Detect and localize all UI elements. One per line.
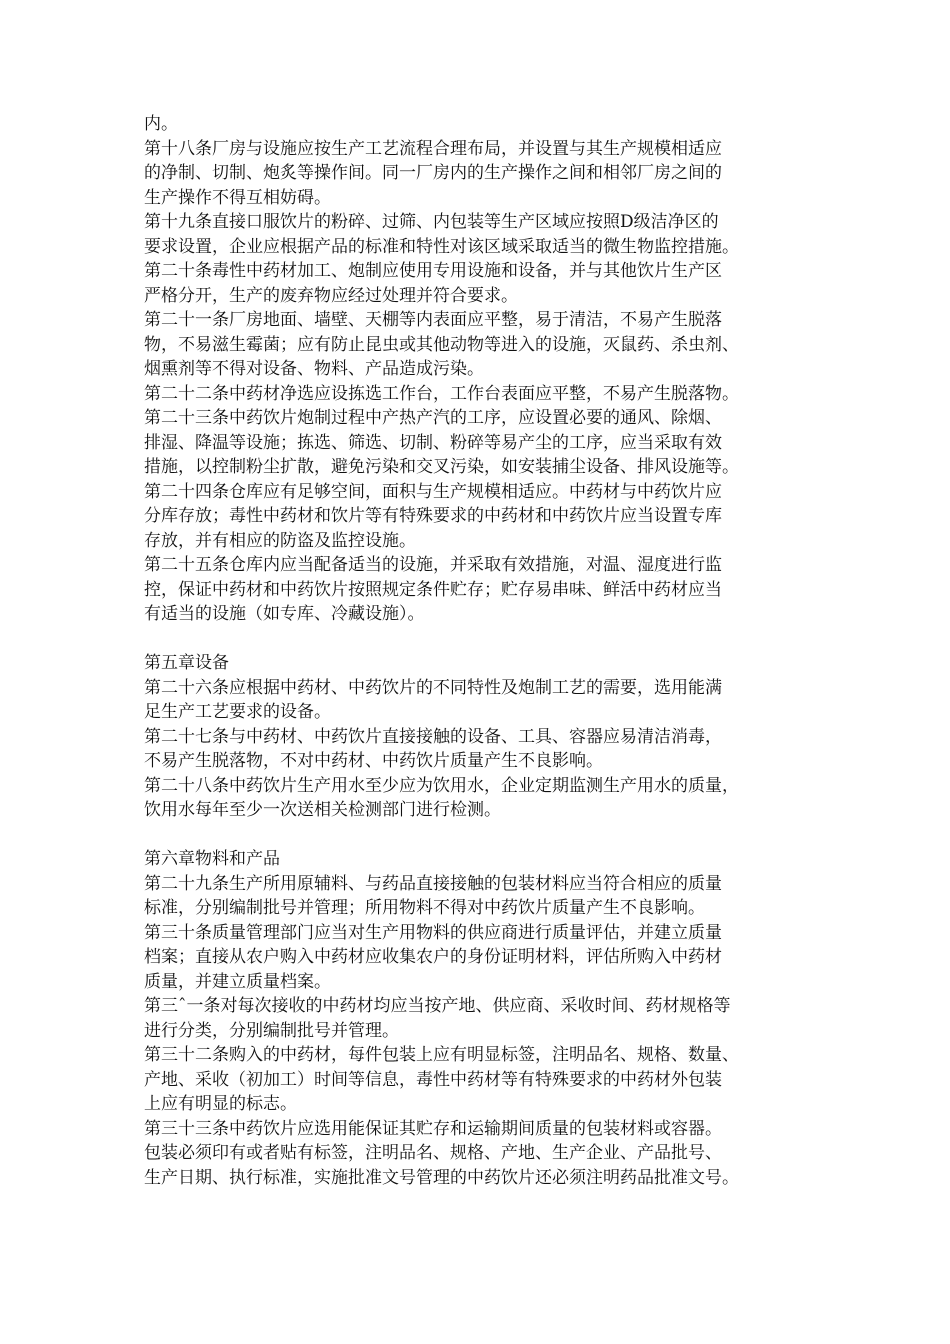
text-line: 进行分类，分别编制批号并管理。 (144, 1020, 399, 1041)
text-line: 第二十四条仓库应有足够空间，面积与生产规模相适应。中药材与中药饮片应 (144, 481, 722, 502)
text-line: 饮用水每年至少一次送相关检测部门进行检测。 (144, 800, 501, 820)
text-line: 产地、采收（初加工）时间等信息，毒性中药材等有特殊要求的中药材外包装 (144, 1069, 722, 1090)
text-line: 第六章物料和产品 (144, 849, 280, 869)
text-line: 足生产工艺要求的设备。 (144, 702, 331, 722)
text-line: 第二十六条应根据中药材、中药饮片的不同特性及炮制工艺的需要，选用能满 (144, 677, 722, 698)
text-line: 第三十二条购入的中药材，每件包装上应有明显标签，注明品名、规格、数量、 (144, 1045, 739, 1065)
text-line: 第三ˆ一条对每次接收的中药材均应当按产地、供应商、采收时间、药材规格等 (144, 996, 731, 1016)
text-line: 包装必须印有或者贴有标签，注明品名、规格、产地、生产企业、产品批号、 (144, 1143, 722, 1163)
text-line: 严格分开，生产的废弃物应经过处理并符合要求。 (144, 285, 518, 306)
text-line: 生产日期、执行标准，实施批准文号管理的中药饮片还必须注明药品批准文号。 (144, 1167, 739, 1188)
text-line: 分库存放；毒性中药材和饮片等有特殊要求的中药材和中药饮片应当设置专库 (144, 506, 722, 526)
text-line: 第二十三条中药饮片炮制过程中产热产汽的工序，应设置必要的通风、除烟、 (144, 408, 722, 428)
text-line: 有适当的设施（如专库、冷藏设施）。 (144, 604, 425, 624)
text-line: 不易产生脱落物，不对中药材、中药饮片质量产生不良影响。 (144, 751, 603, 771)
text-line: 第二十条毒性中药材加工、炮制应使用专用设施和设备，并与其他饮片生产区 (144, 261, 722, 281)
text-line: 第五章设备 (144, 653, 229, 673)
text-line: 第二十二条中药材净选应设拣选工作台，工作台表面应平整，不易产生脱落物。 (144, 383, 739, 404)
paragraph-gap (144, 823, 844, 848)
document-page (144, 112, 844, 1190)
text-line: 烟熏剂等不得对设备、物料、产品造成污染。 (144, 359, 484, 379)
text-line: 第二十七条与中药材、中药饮片直接接触的设备、工具、容器应易清洁消毒， (144, 726, 722, 747)
text-line: 措施，以控制粉尘扩散，避免污染和交叉污染，如安装捕尘设备、排风设施等。 (144, 457, 739, 477)
text-line: 第三十条质量管理部门应当对生产用物料的供应商进行质量评估，并建立质量 (144, 922, 722, 943)
text-line: 上应有明显的标志。 (144, 1094, 297, 1114)
text-line: 第二十八条中药饮片生产用水至少应为饮用水，企业定期监测生产用水的质量， (144, 775, 739, 796)
text-line: 第二十五条仓库内应当配备适当的设施，并采取有效措施，对温、湿度进行监 (144, 555, 722, 575)
text-line: 的净制、切制、炮炙等操作间。同一厂房内的生产操作之间和相邻厂房之间的 (144, 163, 722, 183)
text-line: 第二十九条生产所用原辅料、与药品直接接触的包装材料应当符合相应的质量 (144, 873, 722, 894)
text-line: 控，保证中药材和中药饮片按照规定条件贮存；贮存易串味、鲜活中药材应当 (144, 579, 722, 600)
text-line: 第二十一条厂房地面、墙壁、天棚等内表面应平整，易于清洁，不易产生脱落 (144, 310, 722, 330)
text-line: 档案；直接从农户购入中药材应收集农户的身份证明材料，评估所购入中药材 (144, 947, 722, 967)
text-line: 存放，并有相应的防盗及监控设施。 (144, 530, 416, 551)
text-line: 第三十三条中药饮片应选用能保证其贮存和运输期间质量的包装材料或容器。 (144, 1118, 722, 1139)
text-line: 第十九条直接口服饮片的粉碎、过筛、内包装等生产区域应按照D级洁净区的 (144, 212, 719, 232)
text-line: 要求设置，企业应根据产品的标准和特性对该区域采取适当的微生物监控措施。 (144, 236, 739, 257)
text-line: 第十八条厂房与设施应按生产工艺流程合理布局，并设置与其生产规模相适应 (144, 138, 722, 159)
paragraph-gap (144, 627, 844, 652)
text-line: 物，不易滋生霉菌；应有防止昆虫或其他动物等进入的设施，灭鼠药、杀虫剂、 (144, 334, 739, 355)
text-line: 内。 (144, 114, 178, 134)
text-line: 排湿、降温等设施；拣选、筛选、切制、粉碎等易产尘的工序，应当采取有效 (144, 432, 722, 453)
text-line: 质量，并建立质量档案。 (144, 971, 331, 992)
text-line: 标准，分别编制批号并管理；所用物料不得对中药饮片质量产生不良影响。 (144, 898, 705, 918)
text-line: 生产操作不得互相妨碍。 (144, 187, 331, 208)
